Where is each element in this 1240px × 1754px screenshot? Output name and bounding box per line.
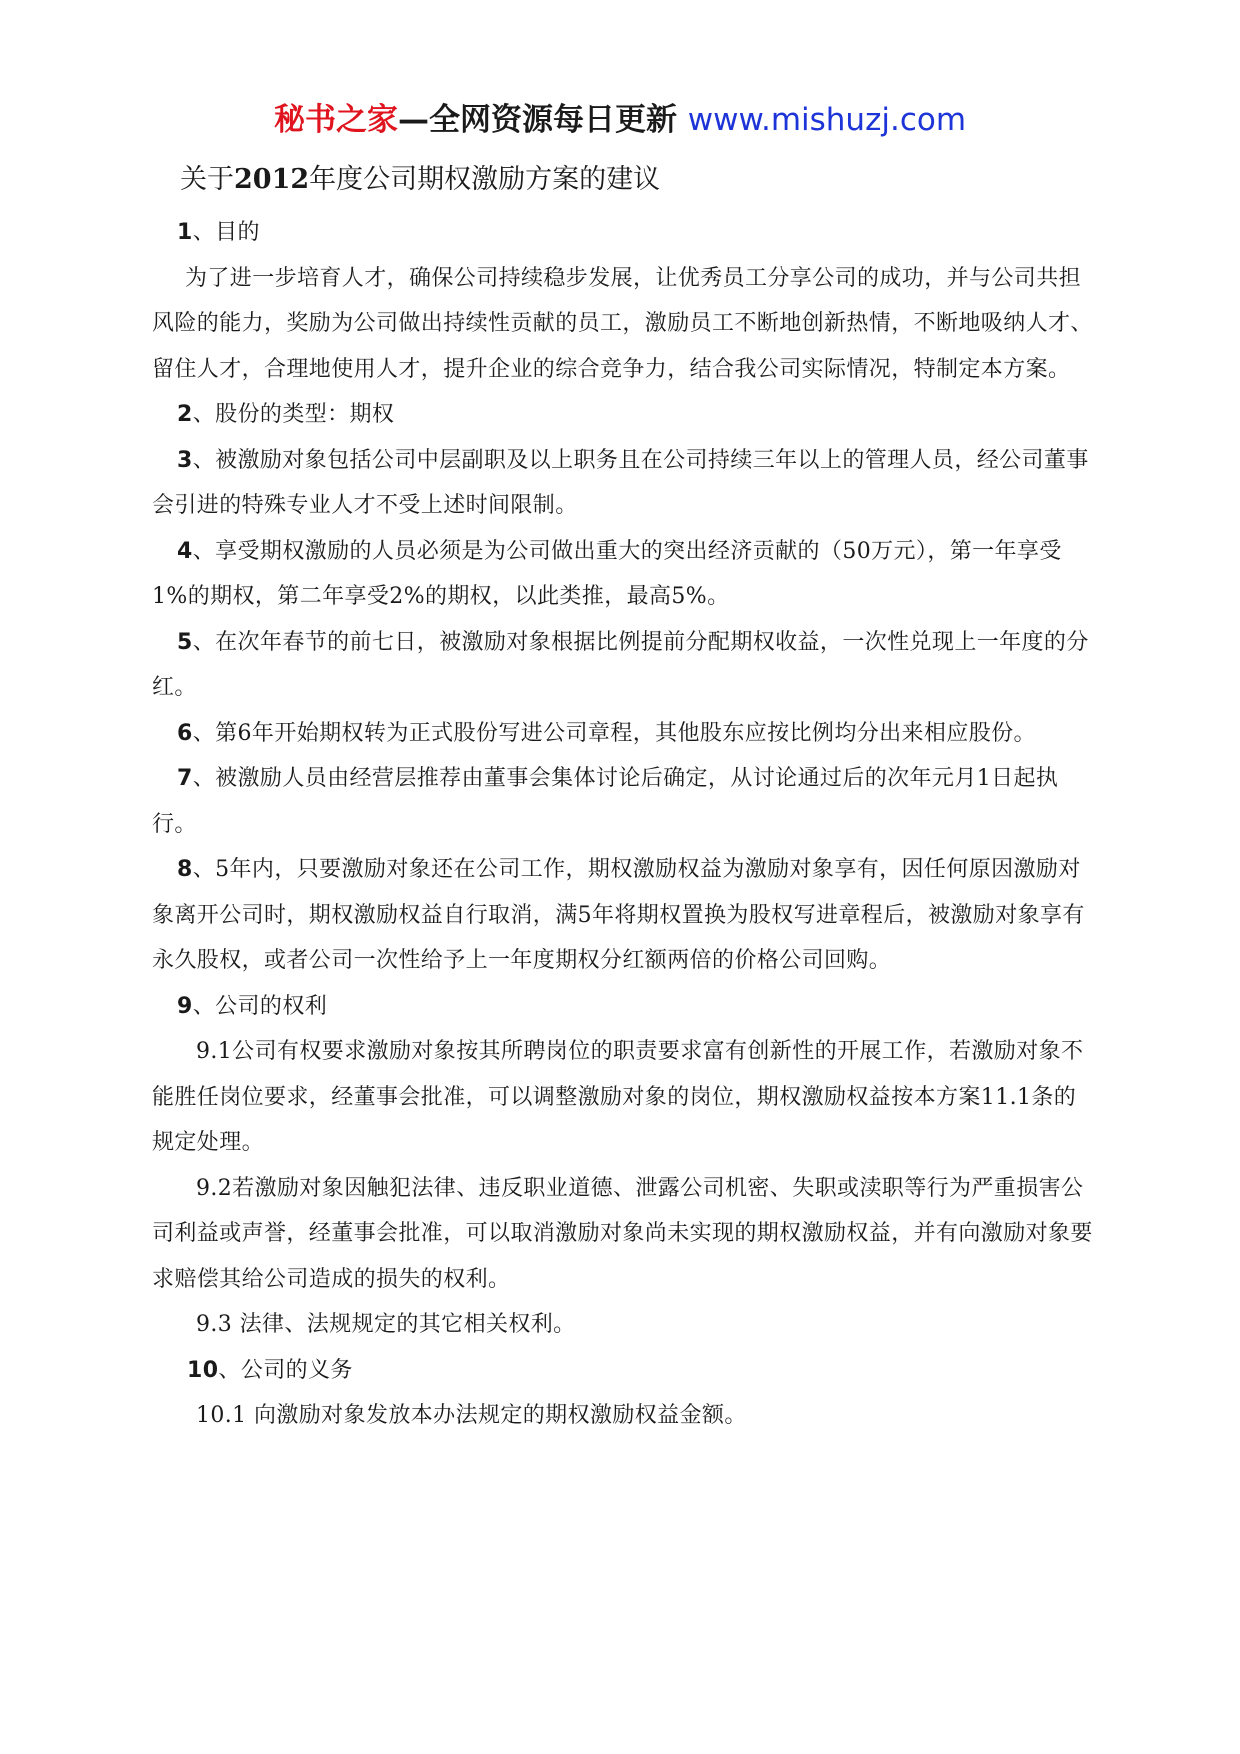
section-item-2 [152, 392, 1094, 438]
section-item-text: 被激励对象包括公司中层副职及以上职务且在公司持续三年以上的管理人员，经公司董事会引进的特殊专业人才不受上述时间限制。 [152, 447, 1089, 518]
document-title [180, 162, 660, 198]
section-separator: 、 [192, 993, 216, 1019]
section-number: 1 [177, 220, 193, 245]
section-number: 8 [177, 857, 193, 882]
section-separator: 、 [192, 766, 216, 791]
section-item-7 [152, 756, 1094, 847]
section-item-3 [152, 438, 1094, 529]
section-separator: 、 [192, 629, 216, 655]
section-number: 7 [177, 766, 193, 791]
section-heading-1 [152, 210, 1094, 256]
section-number: 6 [177, 720, 193, 746]
section-heading-text: 公司的义务 [240, 1357, 353, 1383]
banner-tagline: —全网资源每日更新 [397, 102, 677, 138]
banner-brand: 秘书之家 [273, 102, 398, 138]
section-item-text: 享受期权激励的人员必须是为公司做出重大的突出经济贡献的（50万元），第一年享受1%的期权，第二年享受2%的期权，以此类推，最高5%。 [152, 538, 1062, 609]
section-separator: 、 [218, 1357, 241, 1383]
site-banner [0, 100, 1240, 140]
section-separator: 、 [192, 720, 216, 746]
section-number: 9 [177, 993, 193, 1019]
section-number: 5 [177, 629, 193, 655]
section-item-6 [152, 711, 1094, 757]
section-item-8 [152, 847, 1094, 984]
section-heading-9 [152, 984, 1094, 1030]
subclause-9-2: 9.2若激励对象因触犯法律、违反职业道德、泄露公司机密、失职或渎职等行为严重损害公司利益或声誉，经董事会批准，可以取消激励对象尚未实现的期权激励权益，并有向激励对象要求赔偿其给公司造成的损失的权利。 [152, 1175, 1093, 1292]
section-separator: 、 [192, 402, 216, 427]
section-separator: 、 [192, 857, 216, 882]
section-item-text: 第6年开始期权转为正式股份写进公司章程，其他股东应按比例均分出来相应股份。 [215, 720, 1036, 746]
subclause-10-1: 10.1 向激励对象发放本办法规定的期权激励权益金额。 [196, 1403, 747, 1428]
section-item-4 [152, 529, 1094, 620]
paragraph-purpose: 为了进一步培育人才，确保公司持续稳步发展，让优秀员工分享公司的成功，并与公司共担风险的能力，奖励为公司做出持续性贡献的员工，激励员工不断地创新热情，不断地吸纳人才、留住人才，合理地使用人才，提升企业的综合竞争力，结合我公司实际情况，特制定本方案。 [152, 265, 1093, 382]
section-heading-10 [152, 1348, 1094, 1394]
title-prefix: 关于 [180, 164, 234, 195]
section-item-text: 5年内，只要激励对象还在公司工作，期权激励权益为激励对象享有，因任何原因激励对象离开公司时，期权激励权益自行取消，满5年将期权置换为股权写进章程后，被激励对象享有永久股权，或者公司一次性给予上一年度期权分红额两倍的价格公司回购。 [152, 857, 1085, 973]
section-item-text: 在次年春节的前七日，被激励对象根据比例提前分配期权收益，一次性兑现上一年度的分红。 [152, 629, 1089, 700]
section-number: 2 [177, 402, 193, 427]
section-number: 3 [177, 447, 193, 473]
section-item-text: 股份的类型：期权 [215, 402, 395, 427]
section-separator: 、 [192, 538, 216, 564]
document-body [152, 210, 1094, 1439]
section-item-text: 被激励人员由经营层推荐由董事会集体讨论后确定，从讨论通过后的次年元月1日起执行。 [152, 766, 1059, 837]
subclause-9-1: 9.1公司有权要求激励对象按其所聘岗位的职责要求富有创新性的开展工作，若激励对象不能胜任岗位要求，经董事会批准，可以调整激励对象的岗位，期权激励权益按本方案11.1条的规定处理。 [152, 1039, 1084, 1155]
section-heading-text: 公司的权利 [215, 993, 328, 1019]
section-separator: 、 [192, 447, 216, 473]
section-separator: 、 [192, 220, 216, 245]
section-number: 4 [177, 538, 193, 564]
banner-url-link[interactable]: www.mishuzj.com [687, 102, 967, 138]
section-number: 10 [187, 1357, 219, 1383]
title-suffix: 年度公司期权激励方案的建议 [309, 164, 661, 195]
title-year: 2012 [234, 164, 310, 195]
subclause-9-3: 9.3 法律、法规规定的其它相关权利。 [196, 1312, 576, 1337]
section-item-5 [152, 620, 1094, 711]
section-heading-text: 目的 [215, 220, 260, 245]
